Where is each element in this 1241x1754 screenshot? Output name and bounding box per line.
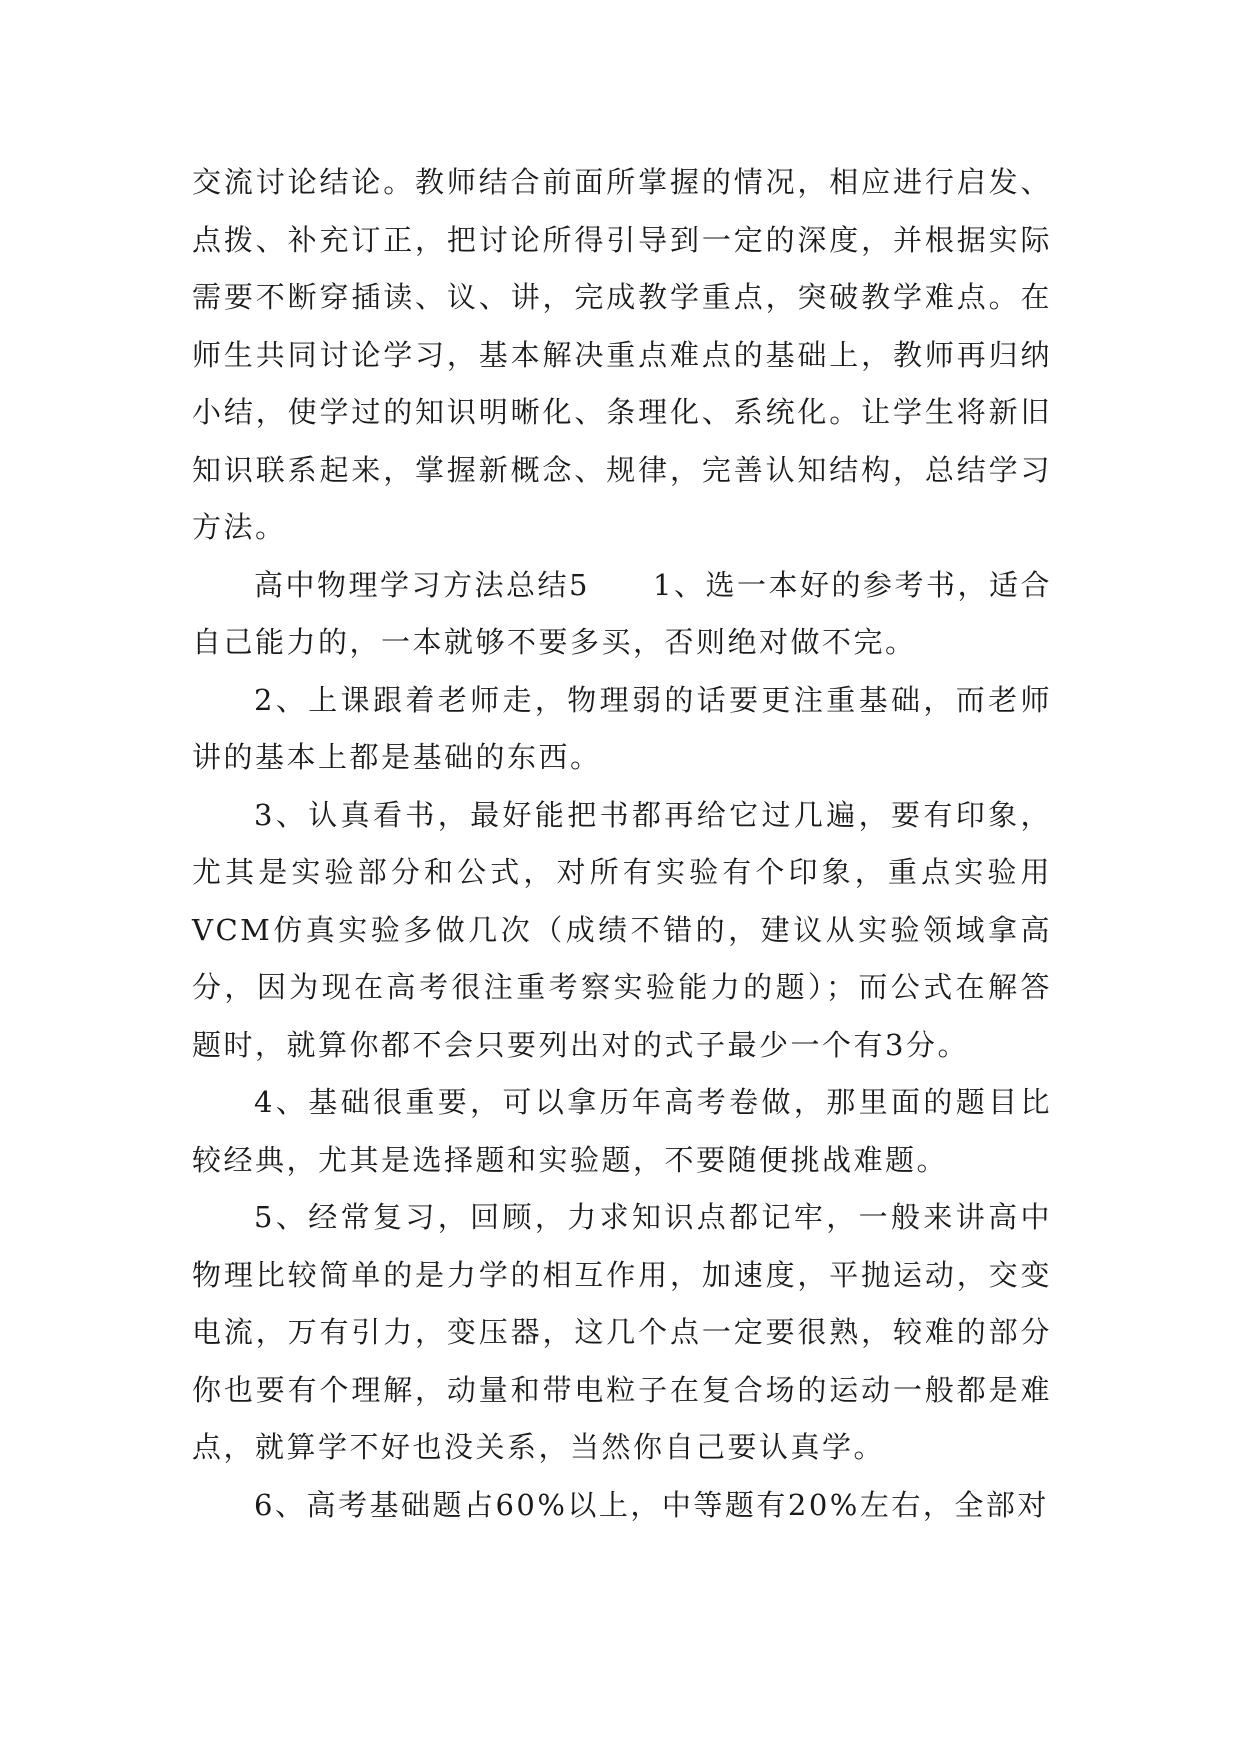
paragraph: 3、认真看书，最好能把书都再给它过几遍，要有印象，尤其是实验部分和公式，对所有实验有个印象，重点实验用VCM仿真实验多做几次（成绩不错的，建议从实验领域拿高分，因为现在高考很注重考察实验能力的题）；而公式在解答题时，就算你都不会只要列出对的式子最少一个有3分。 xyxy=(192,797,1052,1062)
paragraph: 高中物理学习方法总结5 1、选一本好的参考书，适合自己能力的，一本就够不要多买，否则绝对做不完。 xyxy=(192,567,1052,659)
document-body xyxy=(192,154,1052,1534)
paragraph: 6、高考基础题占60%以上，中等题有20%左右，全部对 xyxy=(254,1487,1049,1522)
paragraph: 2、上课跟着老师走，物理弱的话要更注重基础，而老师讲的基本上都是基础的东西。 xyxy=(192,682,1052,774)
paragraph: 5、经常复习，回顾，力求知识点都记牢，一般来讲高中物理比较简单的是力学的相互作用，加速度，平抛运动，交变电流，万有引力，变压器，这几个点一定要很熟，较难的部分你也要有个理解，动量和带电粒子在复合场的运动一般都是难点，就算学不好也没关系，当然你自己要认真学。 xyxy=(192,1200,1052,1464)
paragraph: 4、基础很重要，可以拿历年高考卷做，那里面的题目比较经典，尤其是选择题和实验题，不要随便挑战难题。 xyxy=(192,1085,1052,1177)
paragraph: 交流讨论结论。教师结合前面所掌握的情况，相应进行启发、点拨、补充订正，把讨论所得引导到一定的深度，并根据实际需要不断穿插读、议、讲，完成教学重点，突破教学难点。在师生共同讨论学习，基本解决重点难点的基础上，教师再归纳小结，使学过的知识明晰化、条理化、系统化。让学生将新旧知识联系起来，掌握新概念、规律，完善认知结构，总结学习方法。 xyxy=(192,165,1052,544)
